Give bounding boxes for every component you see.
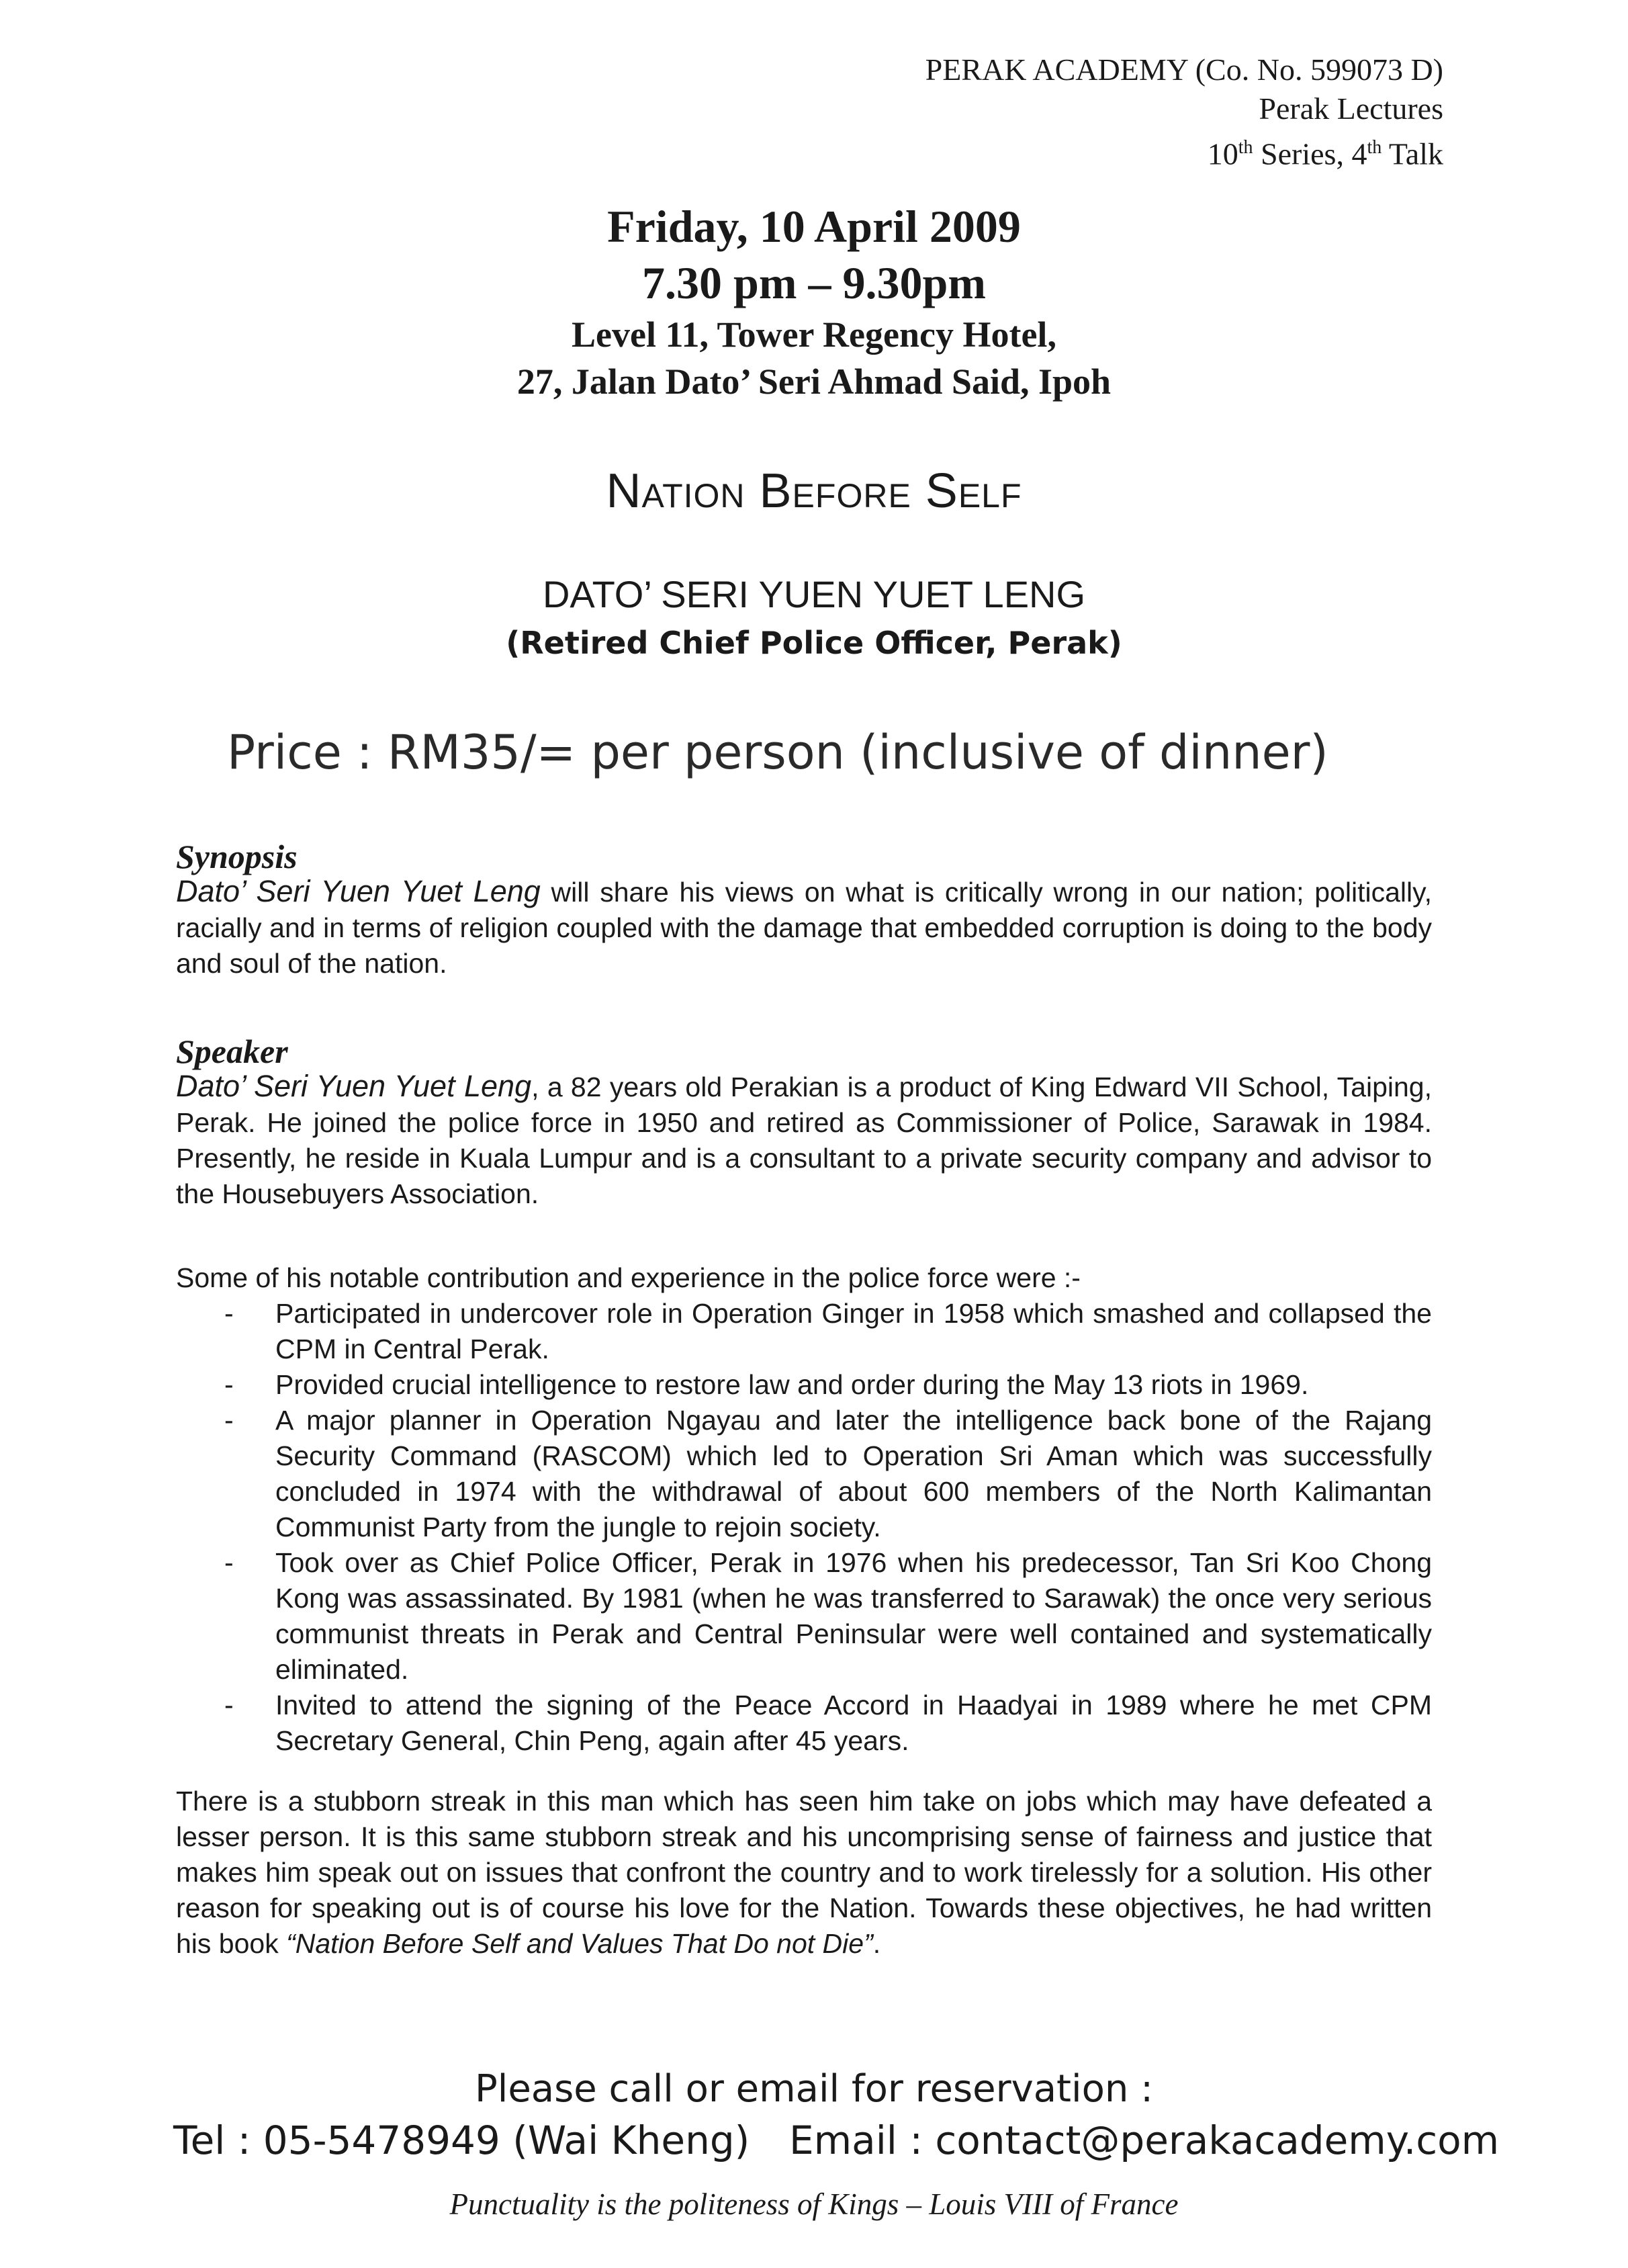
ticket-price: Price : RM35/= per person (inclusive of dinner) xyxy=(227,725,1328,780)
event-time: 7.30 pm – 9.30pm xyxy=(642,257,986,308)
talk-title: Nation Before Self xyxy=(606,464,1022,518)
reservation-heading: Please call or email for reservation : xyxy=(475,2067,1153,2111)
event-date: Friday, 10 April 2009 xyxy=(607,201,1021,252)
lecture-series-name: Perak Lectures xyxy=(1259,91,1443,126)
contributions-intro: Some of his notable contribution and experience in the police force were :- xyxy=(176,1262,1081,1293)
speaker-name: DATO’ SERI YUEN YUET LENG xyxy=(542,573,1086,615)
event-venue: Level 11, Tower Regency Hotel, xyxy=(572,314,1056,355)
speaker-heading: Speaker xyxy=(176,1033,288,1070)
synopsis-text: will share his views on what is critically wrong in our nation; politically, racially and in terms of religion coupled with the damage that embedded corruption is doing to the body and soul of the nation. xyxy=(176,877,1432,979)
list-item: - Took over as Chief Police Officer, Perak in 1976 when his predecessor, Tan Sri Koo Chong Kong was assassinated. By 1981 (when he was transferred to Sarawak) the once very serious communist threats in Perak and Central Peninsular were well contained and systematically eliminated. xyxy=(176,1545,1432,1688)
list-item: - Provided crucial intelligence to restore law and order during the May 13 riots in 1969. xyxy=(176,1367,1432,1403)
closing-paragraph: There is a stubborn streak in this man which has seen him take on jobs which may have defeated a lesser person. It is this same stubborn streak and his uncomprising sense of fairness and justice that makes him speak out on issues that confront the country and to work tirelessly for a solution. His other reason for speaking out is of course his love for the Nation. Towards these objectives, he had written his book “Nation Before Self and Values That Do not Die”. xyxy=(176,1786,1432,1959)
list-dash: - xyxy=(224,1369,234,1400)
contact-email: Email : contact@perakacademy.com xyxy=(789,2118,1500,2163)
speaker-role: (Retired Chief Police Officer, Perak) xyxy=(506,625,1122,661)
contributions-section xyxy=(176,1260,1432,1759)
list-item: - A major planner in Operation Ngayau and later the intelligence back bone of the Rajang Security Command (RASCOM) which led to Operation Sri Aman which was successfully concluded in 1974 with the withdrawal of about 600 members of the North Kalimantan Communist Party from the jungle to rejoin society. xyxy=(176,1403,1432,1545)
list-dash: - xyxy=(224,1547,234,1578)
organizer-block xyxy=(925,50,1443,173)
list-dash: - xyxy=(224,1298,234,1329)
organizer-name: PERAK ACADEMY (Co. No. 599073 D) xyxy=(925,52,1443,87)
list-item: - Participated in undercover role in Operation Ginger in 1958 which smashed and collapsed the CPM in Central Perak. xyxy=(176,1296,1432,1367)
synopsis-heading: Synopsis xyxy=(176,838,298,875)
synopsis-paragraph xyxy=(176,873,1432,982)
book-title: “Nation Before Self and Values That Do not Die” xyxy=(286,1928,873,1959)
speaker-bio-text: , a 82 years old Perakian is a product of King Edward VII School, Taiping, Perak. He joined the police force in 1950 and retired as Commissioner of Police, Sarawak in 1984. Presently, he reside in Kuala Lumpur and is a consultant to a private security company and advisor to the Housebuyers Association. xyxy=(176,1072,1432,1209)
footer-quote: Punctuality is the politeness of Kings – Louis VIII of France xyxy=(449,2187,1179,2221)
series-info: 10th Series, 4th Talk xyxy=(1207,136,1443,171)
event-details xyxy=(0,198,1628,405)
list-dash: - xyxy=(224,1690,234,1720)
event-address: 27, Jalan Dato’ Seri Ahmad Said, Ipoh xyxy=(516,361,1112,402)
list-dash: - xyxy=(224,1405,234,1436)
contributions-list xyxy=(176,1296,1432,1759)
speaker-bio-name: Dato’ Seri Yuen Yuet Leng xyxy=(176,1069,532,1103)
synopsis-speaker-name: Dato’ Seri Yuen Yuet Leng xyxy=(176,874,541,908)
contact-phone: Tel : 05-5478949 (Wai Kheng) xyxy=(173,2118,750,2163)
speaker-paragraph xyxy=(176,1068,1432,1212)
list-item: - Invited to attend the signing of the Peace Accord in Haadyai in 1989 where he met CPM Secretary General, Chin Peng, again after 45 years. xyxy=(176,1688,1432,1759)
